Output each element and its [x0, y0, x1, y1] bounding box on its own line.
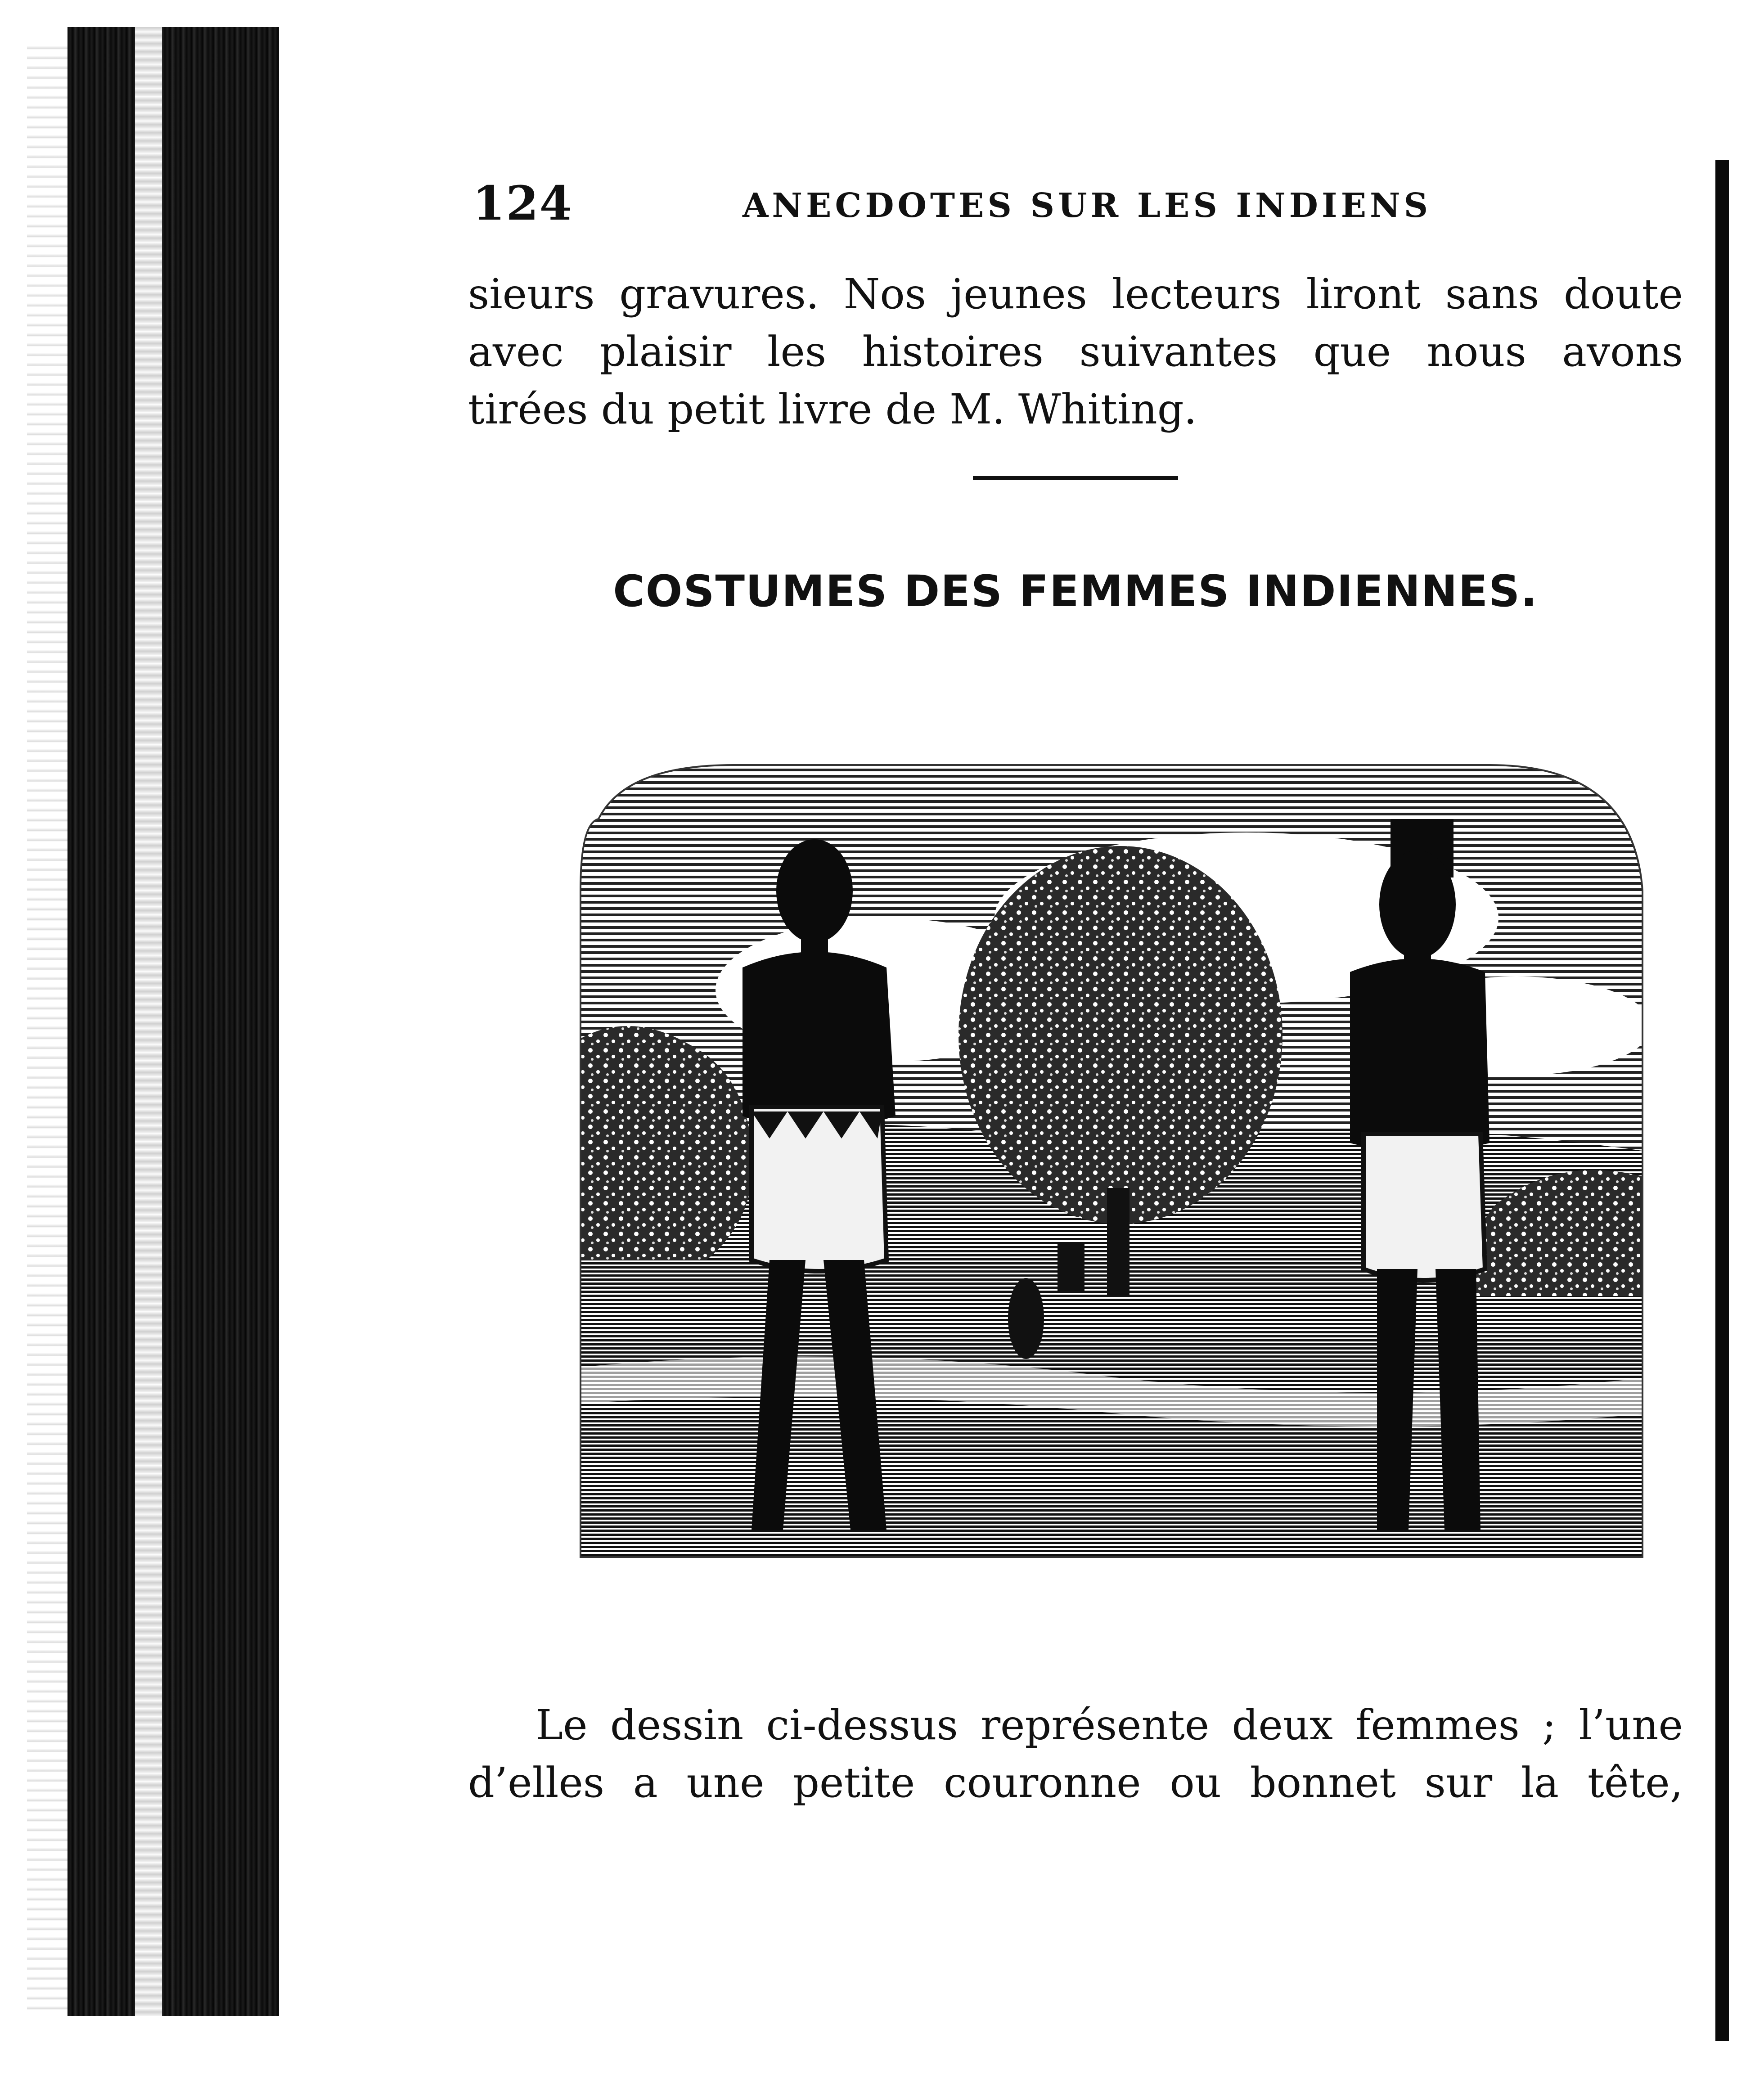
running-head-title: ANECDOTES SUR LES INDIENS	[742, 186, 1432, 225]
engraving-illustration	[572, 756, 1652, 1593]
tree-canopy	[958, 846, 1282, 1224]
text-line: avec plaisir les histoires suivantes que nous avons	[468, 328, 1683, 376]
section-heading: COSTUMES DES FEMMES INDIENNES.	[613, 566, 1538, 616]
closing-paragraph	[468, 1696, 1683, 1812]
page-edge-right	[1715, 160, 1729, 2041]
binding-fold	[135, 27, 162, 2016]
page-number: 124	[472, 176, 573, 231]
intro-paragraph	[468, 266, 1683, 438]
text-line: Le dessin ci-dessus représente deux femmes ; l’une	[536, 1701, 1683, 1749]
running-head	[472, 176, 1714, 231]
book-binding	[68, 27, 279, 2016]
text-line: d’elles a une petite couronne ou bonnet sur la tête,	[468, 1759, 1683, 1807]
text-line: sieurs gravures. Nos jeunes lecteurs liront sans doute	[468, 270, 1683, 318]
page-edge-left	[27, 45, 68, 2016]
section-divider	[973, 476, 1178, 480]
text-line: tirées du petit livre de M. Whiting.	[468, 385, 1197, 433]
